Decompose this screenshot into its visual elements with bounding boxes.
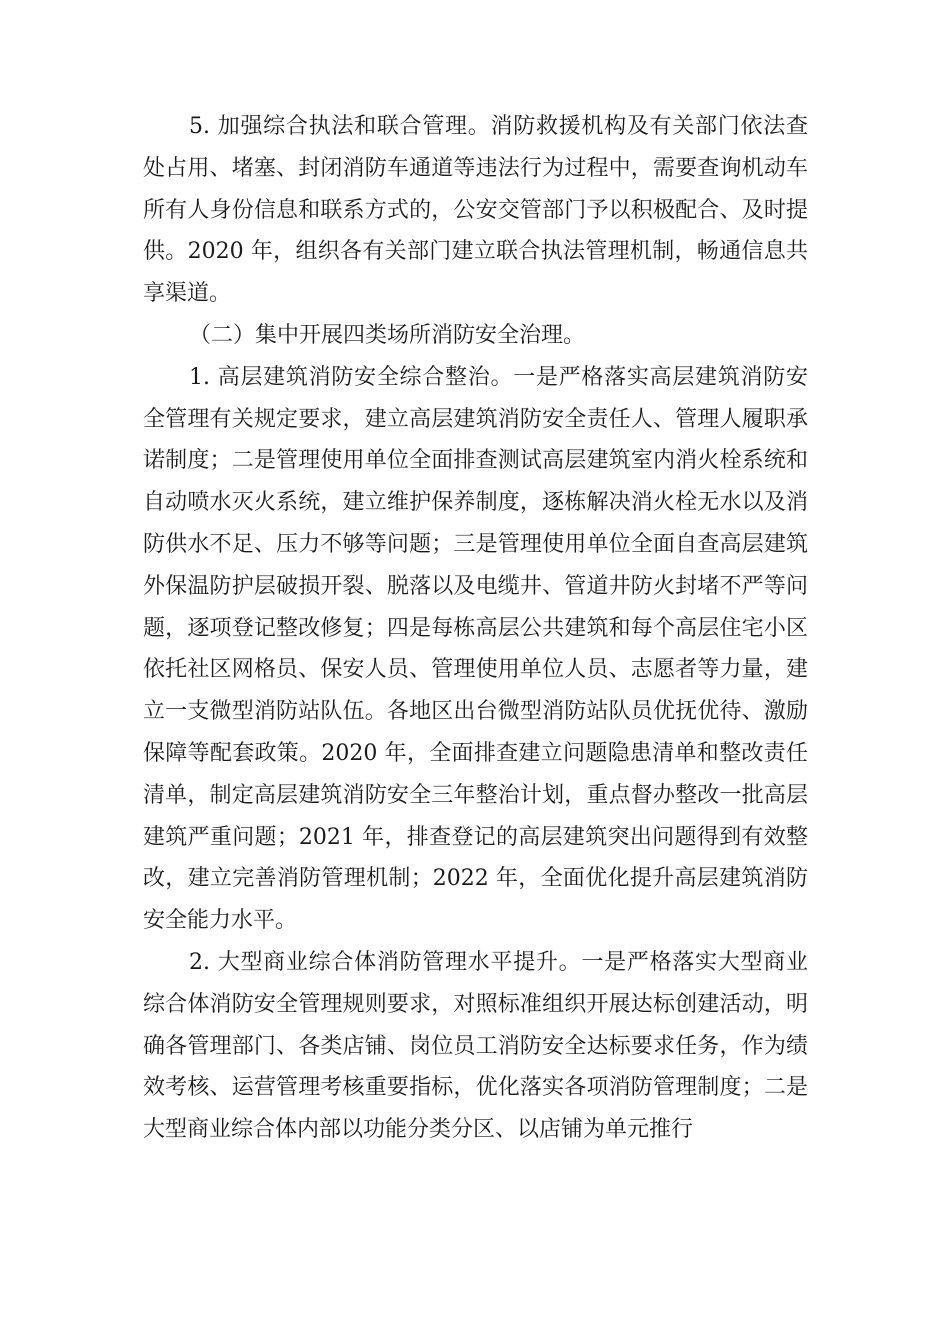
paragraph-item-1: 1. 高层建筑消防安全综合整治。一是严格落实高层建筑消防安全管理有关规定要求，建立高层建筑消防安全责任人、管理人履职承诺制度；二是管理使用单位全面排查测试高层建筑室内消火栓系统和自动喷水灭火系统，建立维护保养制度，逐栋解决消火栓无水以及消防供水不足、压力不够等问题；三是管理使用单位全面自查高层建筑外保温防护层破损开裂、脱落以及电缆井、管道井防火封堵不严等问题，逐项登记整改修复；四是每栋高层公共建筑和每个高层住宅小区依托社区网格员、保安人员、管理使用单位人员、志愿者等力量，建立一支微型消防站队伍。各地区出台微型消防站队员优抚优待、激励保障等配套政策。2020 年，全面排查建立问题隐患清单和整改责任清单，制定高层建筑消防安全三年整治计划，重点督办整改一批高层建筑严重问题；2021 年，排查登记的高层建筑突出问题得到有效整改，建立完善消防管理机制；2022 年，全面优化提升高层建筑消防安全能力水平。 — [143, 364, 808, 934]
section-heading-2: （二）集中开展四类场所消防安全治理。 — [189, 322, 586, 348]
paragraph-item-5: 5. 加强综合执法和联合管理。消防救援机构及有关部门依法查处占用、堵塞、封闭消防车通道等违法行为过程中，需要查询机动车所有人身份信息和联系方式的，公安交管部门予以积极配合、及时提供。2020 年，组织各有关部门建立联合执法管理机制，畅通信息共享渠道。 — [143, 114, 808, 307]
document-body — [143, 106, 808, 1151]
paragraph-item-2: 2. 大型商业综合体消防管理水平提升。一是严格落实大型商业综合体消防安全管理规则要求，对照标准组织开展达标创建活动，明确各管理部门、各类店铺、岗位员工消防安全达标要求任务，作为绩效考核、运营管理考核重要指标，优化落实各项消防管理制度；二是大型商业综合体内部以功能分类分区、以店铺为单元推行 — [143, 949, 808, 1143]
